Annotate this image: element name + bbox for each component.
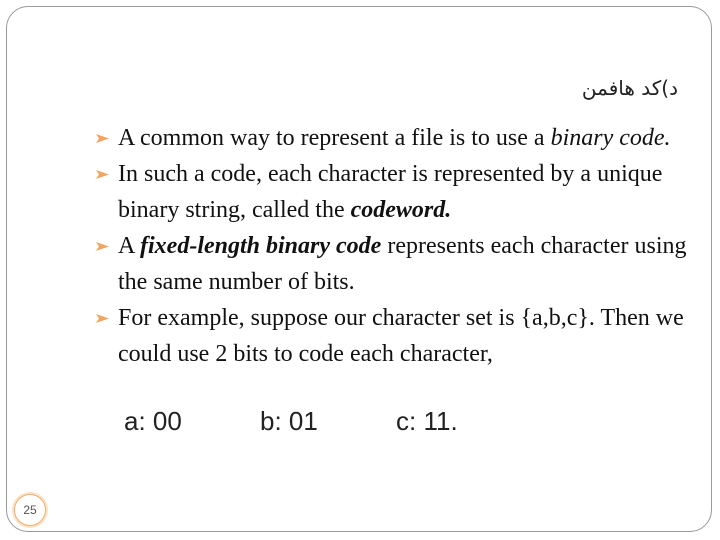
codeword-c: c: 11.	[396, 406, 458, 436]
codeword-a: a: 00	[124, 406, 182, 436]
bullet-item	[96, 156, 696, 228]
bullet-item	[96, 120, 696, 156]
bullet-marker-icon	[96, 242, 109, 251]
bullet-marker-icon	[96, 170, 109, 179]
codeword-b: b: 01	[260, 406, 318, 436]
slide-title: د)کد هافمن	[581, 76, 678, 100]
bullet-emphasis: fixed-length binary code	[140, 233, 382, 259]
bullet-marker-icon	[96, 314, 109, 323]
page-number: 25	[14, 494, 46, 526]
bullet-item	[96, 228, 696, 300]
bullet-list	[96, 120, 696, 372]
bullet-text: A	[118, 233, 141, 259]
bullet-text: A common way to represent a file is to use a	[118, 125, 551, 151]
bullet-text: For example, suppose our character set is {a,b,c}. Then we could use 2 bits to code each character,	[118, 305, 684, 367]
bullet-text: In such a code, each character is represented by a unique binary string, called the	[118, 161, 663, 223]
bullet-emphasis: codeword.	[350, 197, 452, 223]
bullet-item	[96, 300, 696, 372]
bullet-text: represents each character using the same number of bits.	[118, 233, 687, 295]
bullet-emphasis: binary code.	[550, 125, 671, 151]
bullet-marker-icon	[96, 134, 109, 143]
